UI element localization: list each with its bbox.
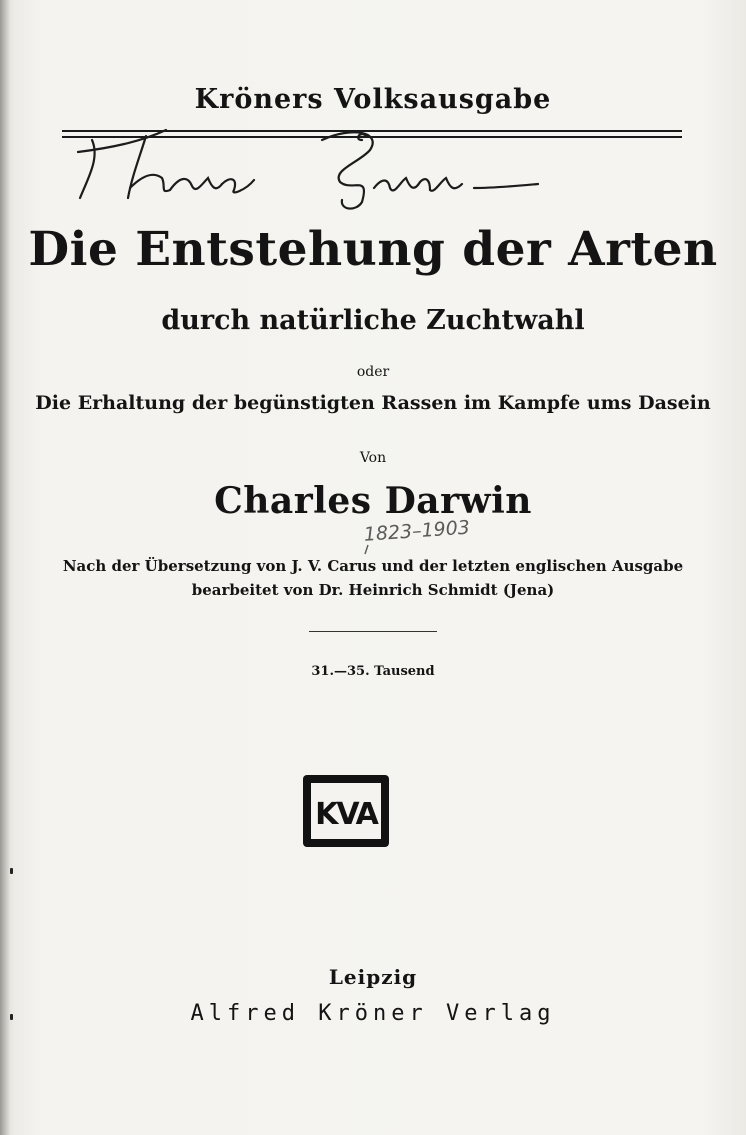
- logo-lettering: KVA: [315, 797, 377, 832]
- handwritten-signature: [70, 118, 540, 213]
- alternative-title: Die Erhaltung der begünstigten Rassen im Kampfe ums Dasein: [35, 392, 711, 414]
- book-title: Die Entstehung der Arten: [28, 222, 718, 277]
- book-subtitle: durch natürliche Zuchtwahl: [161, 305, 585, 336]
- publisher-logo: [303, 775, 389, 847]
- author-name: Charles Darwin: [214, 480, 532, 522]
- publisher-name: Alfred Kröner Verlag: [190, 1001, 556, 1026]
- margin-speck: [10, 868, 13, 874]
- author-dates: 1823–1903: [363, 516, 471, 546]
- translation-note-line2: bearbeitet von Dr. Heinrich Schmidt (Jena): [191, 581, 555, 599]
- translation-note-line1: Nach der Übersetzung von J. V. Carus und der letzten englischen Ausgabe: [62, 557, 684, 575]
- edition-info: 31.—35. Tausend: [311, 664, 435, 679]
- title-connector: oder: [356, 364, 390, 380]
- divider-rule: [309, 631, 437, 632]
- publication-place: Leipzig: [328, 965, 418, 989]
- handwritten-dates: [360, 513, 480, 558]
- series-title: Kröners Volksausgabe: [194, 84, 552, 115]
- author-preposition: Von: [359, 450, 387, 466]
